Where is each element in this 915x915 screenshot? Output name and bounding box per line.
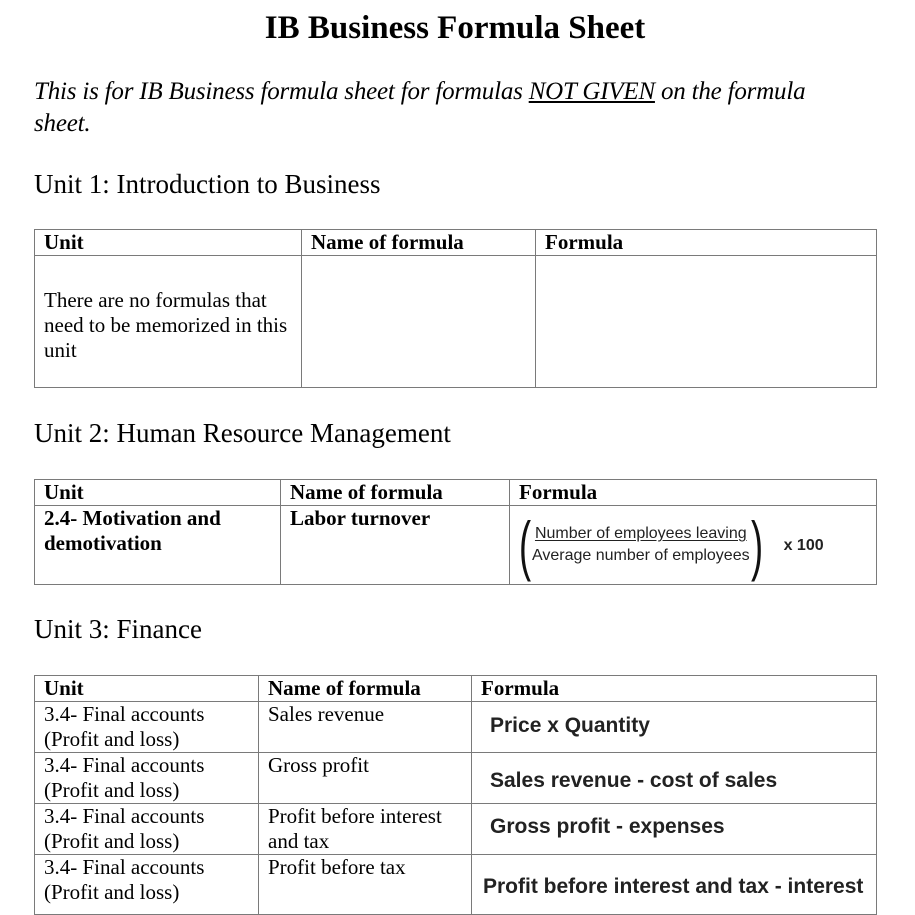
cell-formula: Gross profit - expenses (472, 804, 877, 855)
cell-name: Labor turnover (281, 506, 510, 585)
header-formula: Formula (472, 676, 877, 702)
table-row (35, 804, 877, 855)
section-heading-unit-3: Unit 3: Finance (34, 614, 202, 644)
cell-unit: 3.4- Final accounts (Profit and loss) (35, 753, 259, 804)
formula-multiplier: x 100 (783, 536, 824, 554)
right-paren-icon: ) (750, 508, 763, 582)
unit-1-table (34, 229, 877, 388)
table-row (35, 506, 877, 585)
header-name: Name of formula (281, 480, 510, 506)
table-header-row (35, 480, 877, 506)
cell-formula: Profit before interest and tax - interest (472, 855, 877, 915)
section-heading-unit-1: Unit 1: Introduction to Business (34, 169, 381, 199)
cell-name: Profit before interest and tax (259, 804, 472, 855)
table-header-row (35, 676, 877, 702)
cell-name (302, 256, 536, 388)
header-unit: Unit (35, 230, 302, 256)
cell-unit: 2.4- Motivation and demotivation (35, 506, 281, 585)
table-row (35, 753, 877, 804)
left-paren-icon: ( (518, 508, 532, 582)
labor-turnover-formula (510, 506, 876, 584)
cell-name: Gross profit (259, 753, 472, 804)
fraction (532, 523, 750, 567)
page-title: IB Business Formula Sheet (264, 10, 646, 46)
header-unit: Unit (35, 676, 259, 702)
cell-unit: 3.4- Final accounts (Profit and loss) (35, 804, 259, 855)
fraction-denominator: Average number of employees (531, 547, 750, 564)
cell-name: Sales revenue (259, 702, 472, 753)
cell-unit: There are no formulas that need to be memorized in this unit (35, 256, 302, 388)
header-formula: Formula (510, 480, 877, 506)
intro-emphasis: NOT GIVEN (528, 78, 655, 105)
unit-2-table (34, 479, 877, 585)
cell-unit: 3.4- Final accounts (Profit and loss) (35, 702, 259, 753)
cell-name: Profit before tax (259, 855, 472, 915)
table-header-row (35, 230, 877, 256)
unit-3-table (34, 675, 877, 915)
intro-paragraph (34, 76, 854, 140)
header-unit: Unit (35, 480, 281, 506)
table-row (35, 855, 877, 915)
section-heading-unit-2: Unit 2: Human Resource Management (34, 418, 451, 448)
header-name: Name of formula (259, 676, 472, 702)
header-name: Name of formula (302, 230, 536, 256)
table-row (35, 256, 877, 388)
cell-formula: Sales revenue - cost of sales (472, 753, 877, 804)
cell-formula (510, 506, 877, 585)
cell-formula (536, 256, 877, 388)
intro-text: This is for IB Business formula sheet for formulas (34, 78, 529, 105)
fraction-numerator: Number of employees leaving (534, 525, 747, 542)
table-row (35, 702, 877, 753)
cell-unit: 3.4- Final accounts (Profit and loss) (35, 855, 259, 915)
intro-text-end: on the formula sheet. (34, 78, 806, 137)
header-formula: Formula (536, 230, 877, 256)
cell-formula: Price x Quantity (472, 702, 877, 753)
